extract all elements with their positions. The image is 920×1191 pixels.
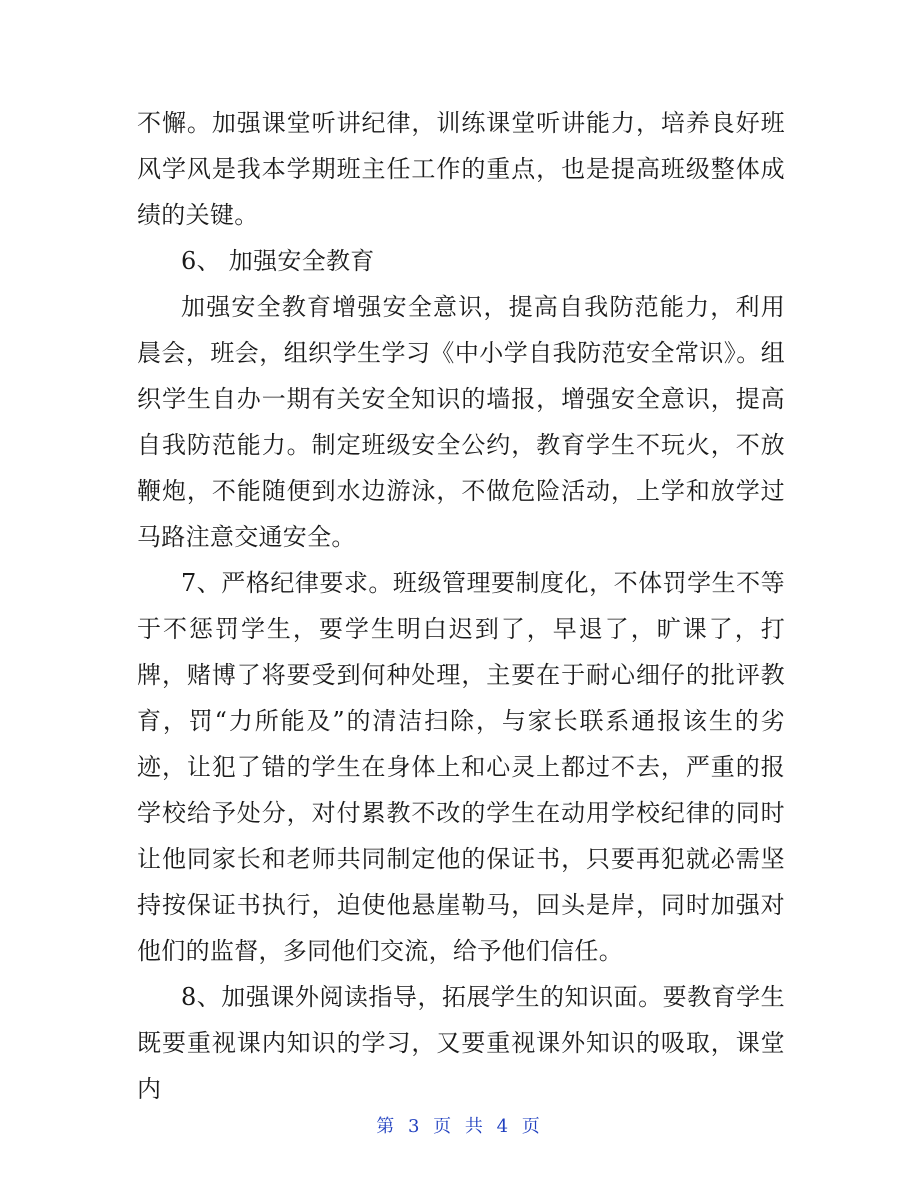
section-heading-safety: 6、 加强安全教育	[181, 247, 375, 275]
paragraph-safety-education: 加强安全教育增强安全意识，提高自我防范能力，利用晨会，班会，组织学生学习《中小学自我防范安全常识》。组织学生自办一期有关安全知识的墙报，增强安全意识，提高自我防范能力。制定班级安全公约，教育学生不玩火，不放鞭炮，不能随便到水边游泳，不做危险活动，上学和放学过马路注意交通安全。	[137, 293, 785, 551]
paragraph-continuation: 不懈。加强课堂听讲纪律，训练课堂听讲能力，培养良好班风学风是我本学期班主任工作的重点，也是提高班级整体成绩的关键。	[137, 109, 785, 229]
paragraph-discipline: 7、严格纪律要求。班级管理要制度化，不体罚学生不等于不惩罚学生，要学生明白迟到了，早退了，旷课了，打牌，赌博了将要受到何种处理，主要在于耐心细仔的批评教育，罚“力所能及”的清洁扫除，与家长联系通报该生的劣迹，让犯了错的学生在身体上和心灵上都过不去，严重的报学校给予处分，对付累教不改的学生在动用学校纪律的同时让他同家长和老师共同制定他的保证书，只要再犯就必需坚持按保证书执行，迫使他悬崖勒马，回头是岸，同时加强对他们的监督，多同他们交流，给予他们信任。	[137, 569, 785, 965]
page-number-footer: 第 3 页 共 4 页	[376, 1116, 544, 1137]
document-body	[137, 100, 785, 1112]
paragraph-reading-guidance: 8、加强课外阅读指导，拓展学生的知识面。要教育学生既要重视课内知识的学习，又要重视课外知识的吸取，课堂内	[137, 983, 785, 1103]
